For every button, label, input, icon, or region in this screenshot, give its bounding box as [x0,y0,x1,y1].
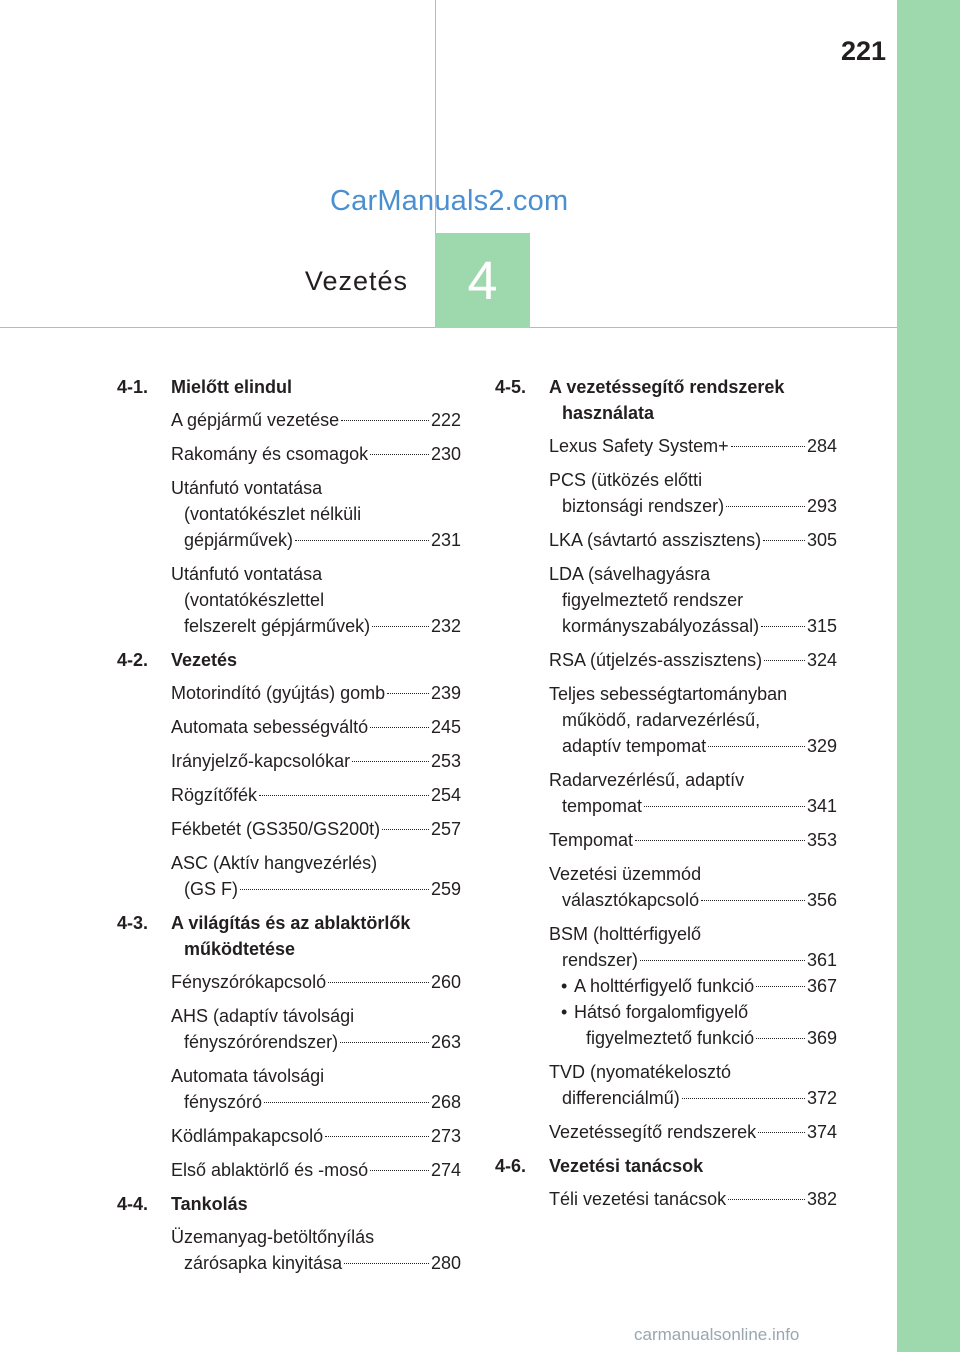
toc-entry-text: rendszer) [562,950,639,970]
toc-section [117,1191,461,1276]
section-number: 4-3. [117,913,149,933]
toc-page-number: 341 [806,796,837,816]
toc-entry-line [549,613,837,639]
toc-section [117,910,461,1183]
toc-entry-line [171,748,461,774]
toc-entry-text: felszerelt gépjárművek) [184,616,371,636]
toc-entry-text: figyelmeztető funkció [586,1028,755,1048]
toc-page-number: 260 [430,972,461,992]
toc-entry-text: Fényszórókapcsoló [171,972,327,992]
dot-leader [763,540,805,541]
toc-entry-line [549,587,837,613]
section-title-line2: használata [562,403,655,423]
toc-entry-line [171,587,461,613]
toc-page-number: 356 [806,890,837,910]
toc-entry-line [171,613,461,639]
section-entries [495,426,837,1145]
toc-entry-text: Tempomat [549,830,634,850]
section-title: A vezetéssegítő rendszerek [549,377,785,397]
toc-entry-line [171,850,461,876]
toc-entry[interactable] [171,748,461,774]
toc-entry-text: Első ablaktörlő és -mosó [171,1160,369,1180]
toc-entry-text: Lexus Safety System+ [549,436,729,456]
dot-leader [295,540,429,541]
toc-entry[interactable] [549,1119,837,1145]
toc-page-number: 239 [430,683,461,703]
toc-page-number: 268 [430,1092,461,1112]
toc-entry-line [549,527,837,553]
dot-leader [756,986,805,987]
toc-entry-line [171,1224,461,1250]
toc-page-number: 369 [806,1028,837,1048]
toc-page-number: 361 [806,950,837,970]
toc-entry[interactable] [171,816,461,842]
toc-entry-text: figyelmeztető rendszer [562,590,744,610]
chapter-title: Vezetés [304,266,408,296]
toc-entry-line [549,467,837,493]
toc-entry[interactable] [549,861,837,913]
toc-entry[interactable] [171,407,461,433]
toc-entry-line [549,861,837,887]
toc-entry-text: Radarvezérlésű, adaptív [549,770,745,790]
section-title: A világítás és az ablaktörlők [171,913,411,933]
dot-leader [731,446,805,447]
section-entries [495,1179,837,1212]
toc-entry[interactable] [549,921,837,1051]
toc-entry[interactable] [171,714,461,740]
toc-entry-text: differenciálmű) [562,1088,680,1108]
toc-page-number: 232 [430,616,461,636]
toc-entry-text: Ködlámpakapcsoló [171,1126,324,1146]
toc-entry[interactable] [171,969,461,995]
toc-entry-text: biztonsági rendszer) [562,496,725,516]
section-heading [117,647,461,673]
dot-leader [240,889,429,890]
toc-entry-text: (vontatókészlet nélküli [184,504,362,524]
toc-entry-text: kormányszabályozással) [562,616,760,636]
section-number: 4-5. [495,377,527,397]
dot-leader [758,1132,805,1133]
toc-page-number: 353 [806,830,837,850]
toc-entry-text: (GS F) [184,879,238,899]
section-title: Tankolás [171,1194,248,1214]
dot-leader [264,1102,429,1103]
toc-entry-line [549,1186,837,1212]
toc-page-number: 253 [430,751,461,771]
toc-entry-text: RSA (útjelzés-asszisztens) [549,650,763,670]
toc-entry-text: A gépjármű vezetése [171,410,340,430]
toc-page-number: 329 [806,736,837,756]
toc-entry-text: Téli vezetési tanácsok [549,1189,727,1209]
chapter-number: 4 [467,250,498,311]
dot-leader [761,626,805,627]
toc-entry-text: PCS (ütközés előtti [549,470,703,490]
toc-entry-line [171,816,461,842]
dot-leader [370,454,429,455]
toc-entry-line [171,441,461,467]
toc-entry-line [171,1029,461,1055]
section-heading [495,1153,837,1179]
dot-leader [370,727,429,728]
section-number: 4-6. [495,1156,527,1176]
toc-entry[interactable] [171,1063,461,1115]
dot-leader [328,982,429,983]
watermark-top: CarManuals2.com [330,185,569,217]
dot-leader [708,746,805,747]
toc-entry-line [171,1157,461,1183]
dot-leader [728,1199,805,1200]
toc-entry-text: Motorindító (gyújtás) gomb [171,683,386,703]
toc-entry[interactable] [171,1123,461,1149]
dot-leader [644,806,805,807]
toc-entry-line [549,1119,837,1145]
toc-entry-line [549,433,837,459]
toc-left-column [117,374,461,1284]
toc-entry-text: fényszórórendszer) [184,1032,339,1052]
toc-page-number: 293 [806,496,837,516]
toc-section [117,647,461,902]
toc-entry-text: zárósapka kinyitása [184,1253,343,1273]
bullet-icon: • [561,976,568,996]
toc-entry-text: működő, radarvezérlésű, [562,710,761,730]
toc-section [495,374,837,1145]
toc-entry-line [171,714,461,740]
toc-entry-text: BSM (holttérfigyelő [549,924,702,944]
toc-sub-entry[interactable] [549,973,837,999]
section-title-line2: működtetése [184,939,296,959]
toc-entry-line [561,1025,837,1051]
toc-entry-line [549,887,837,913]
dot-leader [340,1042,429,1043]
toc-entry-text: AHS (adaptív távolsági [171,1006,355,1026]
toc-entry-line [171,407,461,433]
toc-page-number: 263 [430,1032,461,1052]
toc-entry-line [561,999,837,1025]
section-entries [117,1217,461,1276]
toc-entry-text: tempomat [562,796,643,816]
toc-entry-line [549,767,837,793]
toc-entry-line [549,793,837,819]
toc-entry-text: Irányjelző-kapcsolókar [171,751,351,771]
toc-entry-line [549,827,837,853]
toc-entry[interactable] [549,1059,837,1111]
toc-entry-line [549,707,837,733]
toc-entry-line [171,1123,461,1149]
toc-entry-line [171,1063,461,1089]
toc-entry[interactable] [549,467,837,519]
toc-page-number: 367 [806,976,837,996]
toc-entry-text: Teljes sebességtartományban [549,684,788,704]
toc-entry-text: ASC (Aktív hangvezérlés) [171,853,378,873]
dot-leader [640,960,805,961]
toc-entry[interactable] [549,681,837,759]
page-number: 221 [840,36,886,66]
toc-section [495,1153,837,1212]
toc-entry-text: Üzemanyag-betöltőnyílás [171,1227,375,1247]
toc-entry[interactable] [549,527,837,553]
dot-leader [372,626,429,627]
toc-entry[interactable] [171,1003,461,1055]
toc-page-number: 259 [430,879,461,899]
section-title: Vezetési tanácsok [549,1156,704,1176]
toc-entry-text: Hátsó forgalomfigyelő [574,1002,749,1022]
toc-entry-text: gépjárművek) [184,530,294,550]
toc-entry[interactable] [549,433,837,459]
watermark-bottom: carmanualsonline.info [634,1325,800,1344]
toc-page-number: 231 [430,530,461,550]
toc-page-number: 257 [430,819,461,839]
bullet-icon: • [561,1002,568,1022]
toc-entry[interactable] [171,1157,461,1183]
section-heading [117,1191,461,1217]
toc-page-number: 324 [806,650,837,670]
toc-entry-line [171,969,461,995]
section-number: 4-4. [117,1194,149,1214]
toc-entry[interactable] [171,1224,461,1276]
toc-entry-line [549,1059,837,1085]
dot-leader [701,900,805,901]
toc-entry-line [549,947,837,973]
dot-leader [341,420,429,421]
toc-entry-text: Rögzítőfék [171,785,258,805]
section-title: Vezetés [171,650,238,670]
toc-page-number: 374 [806,1122,837,1142]
toc-entry[interactable] [549,561,837,639]
toc-entry-text: Fékbetét (GS350/GS200t) [171,819,381,839]
section-number: 4-2. [117,650,149,670]
toc-page-number: 222 [430,410,461,430]
toc-entry[interactable] [549,647,837,673]
toc-entry-line [171,1003,461,1029]
section-entries [117,673,461,902]
toc-entry-text: fényszóró [184,1092,263,1112]
toc-entry-line [549,647,837,673]
toc-entry-line [171,561,461,587]
toc-entry-line [549,561,837,587]
toc-page-number: 382 [806,1189,837,1209]
toc-entry-line [549,733,837,759]
toc-page-number: 315 [806,616,837,636]
toc-entry-line [171,475,461,501]
toc-entry-text: Vezetési üzemmód [549,864,702,884]
toc-entry[interactable] [171,561,461,639]
dot-leader [382,829,429,830]
toc-section [117,374,461,639]
toc-entry-text: TVD (nyomatékelosztó [549,1062,732,1082]
dot-leader [259,795,429,796]
section-heading [117,910,461,936]
toc-page-number: 284 [806,436,837,456]
toc-entry-line [549,921,837,947]
toc-entry-line [561,973,837,999]
toc-entry-line [171,501,461,527]
section-heading [117,374,461,400]
section-entries [117,962,461,1183]
toc-entry-line [549,1085,837,1111]
toc-entry[interactable] [171,441,461,467]
section-title: Mielőtt elindul [171,377,292,397]
section-number: 4-1. [117,377,149,397]
toc-entry-text: Automata távolsági [171,1066,325,1086]
toc-entry-line [171,782,461,808]
toc-entry-text: Vezetéssegítő rendszerek [549,1122,757,1142]
dot-leader [344,1263,429,1264]
dot-leader [370,1170,429,1171]
toc-entry[interactable] [549,767,837,819]
toc-page-number: 273 [430,1126,461,1146]
toc-entry-text: Utánfutó vontatása [171,564,323,584]
toc-page-number: 305 [806,530,837,550]
toc-page-number: 230 [430,444,461,464]
toc-entry[interactable] [171,475,461,553]
toc-entry-text: LDA (sávelhagyásra [549,564,711,584]
toc-page-number: 254 [430,785,461,805]
toc-entry-text: LKA (sávtartó asszisztens) [549,530,762,550]
toc-entry-line [171,1250,461,1276]
toc-entry-text: Rakomány és csomagok [171,444,369,464]
dot-leader [726,506,805,507]
dot-leader [325,1136,429,1137]
chapter-tab-strip [897,0,960,1352]
toc-entry-line [171,1089,461,1115]
toc-sub-entry[interactable] [549,999,837,1051]
toc-entry-text: adaptív tempomat [562,736,707,756]
toc-entry-line [549,493,837,519]
toc-entry[interactable] [549,1186,837,1212]
toc-entry-text: Automata sebességváltó [171,717,369,737]
toc-entry[interactable] [171,850,461,902]
dot-leader [682,1098,805,1099]
toc-entry[interactable] [171,680,461,706]
dot-leader [387,693,429,694]
dot-leader [635,840,805,841]
toc-page-number: 245 [430,717,461,737]
toc-entry-line [549,681,837,707]
toc-page-number: 280 [430,1253,461,1273]
dot-leader [352,761,429,762]
toc-page-number: 274 [430,1160,461,1180]
dot-leader [764,660,805,661]
toc-entry-text: Utánfutó vontatása [171,478,323,498]
toc-entry-text: választókapcsoló [562,890,700,910]
toc-entry[interactable] [171,782,461,808]
toc-right-column [495,374,837,1220]
toc-entry-line [171,527,461,553]
section-entries [117,400,461,639]
chapter-number-box [435,233,530,328]
toc-entry-text: A holttérfigyelő funkció [574,976,755,996]
dot-leader [756,1038,805,1039]
toc-page-number: 372 [806,1088,837,1108]
toc-entry-line [171,680,461,706]
toc-entry[interactable] [549,827,837,853]
section-heading [495,374,837,400]
toc-entry-text: (vontatókészlettel [184,590,325,610]
toc-entry-line [171,876,461,902]
